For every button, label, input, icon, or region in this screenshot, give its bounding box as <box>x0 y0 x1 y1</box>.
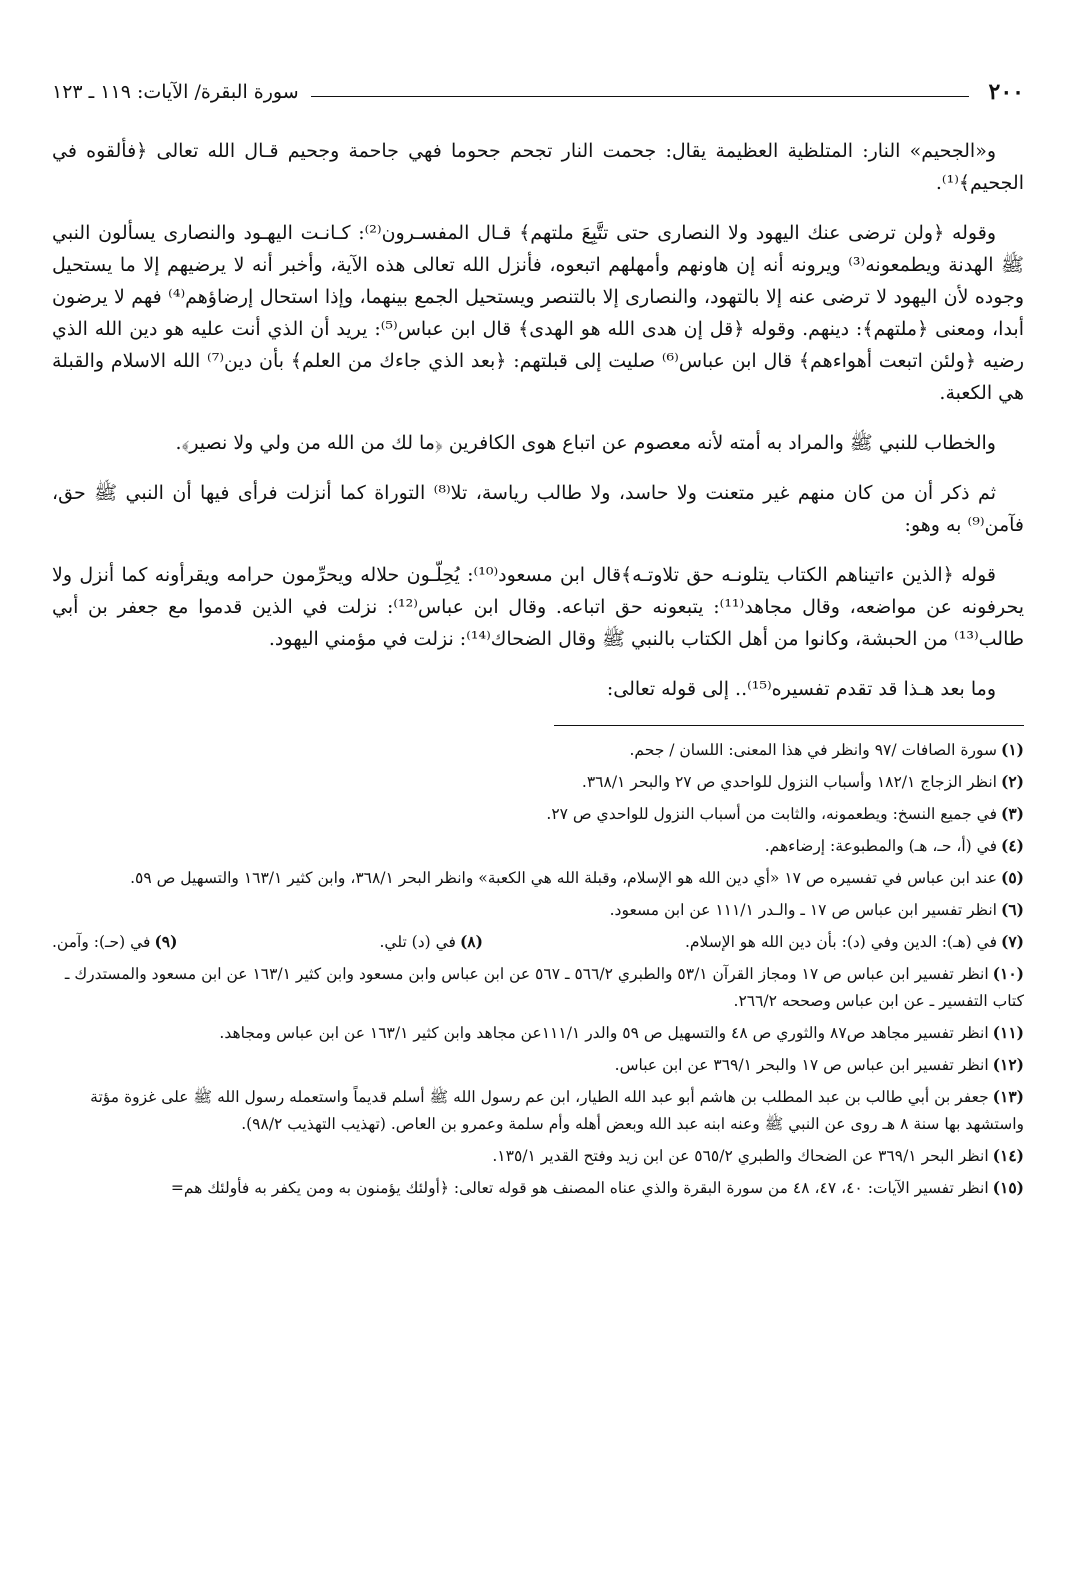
footnote-text: جعفر بن أبي طالب بن عبد المطلب بن هاشم أبو عبد الله الطيار، ابن عم رسول الله ﷺ أسلم قديماً واستعمله رسول الله ﷺ على غزوة مؤتة واستشهد بها سنة ٨ هـ روى عن النبي ﷺ وعنه ابنه عبد الله وبعض أهله وأم سلمة وعمرو بن العاص. (تهذيب التهذيب ٩٨/٢). <box>90 1088 1024 1133</box>
paragraph: و«الجحيم» النار: المتلظية العظيمة يقال: جحمت النار تجحم جحوما فهي جاحمة وجحيم قـال الله تعالى ﴿فألقوه في الجحيم﴾⁽¹⁾. <box>52 140 1024 194</box>
running-title: سورة البقرة/ الآيات: ١١٩ ـ ١٢٣ <box>52 81 299 103</box>
footnote <box>52 736 1024 764</box>
footnote-text: في (أ، حـ، هـ) والمطبوعة: إرضاءهم. <box>764 837 997 855</box>
footnote <box>52 832 1024 860</box>
footnote-text: في (حـ): وآمن. <box>52 933 151 951</box>
footnotes-divider <box>554 725 1024 726</box>
footnote <box>52 960 1024 1015</box>
paragraph: قوله ﴿الذين ءاتيناهم الكتاب يتلونـه حق تلاوتـه﴾قال ابن مسعود⁽¹⁰⁾: يُحِلّـون حلاله ويحرِّمون حرامه ويقرأونه كما أنزل ولا يحرفونه عن مواضعه، وقال مجاهد⁽¹¹⁾: يتبعونه حق اتباعه. وقال ابن عباس⁽¹²⁾: نزلت في الذين قدموا مع جعفر بن أبي طالب⁽¹³⁾ من الحبشة، وكانوا من أهل الكتاب بالنبي ﷺ وقال الضحاك⁽¹⁴⁾: نزلت في مؤمني اليهود. <box>52 564 1025 650</box>
footnote <box>52 928 177 956</box>
footnote <box>379 928 483 956</box>
footnote-number: (٥) <box>1000 868 1024 887</box>
footnote <box>52 1174 1024 1202</box>
footnote <box>52 768 1024 796</box>
footnote-text: انظر الزجاج ١٨٢/١ وأسباب النزول للواحدي ص ٢٧ والبحر ٣٦٨/١. <box>581 773 997 791</box>
footnote-text: انظر تفسير ابن عباس ص ١٧ والبحر ٣٦٩/١ عن ابن عباس. <box>614 1056 989 1074</box>
header-rule <box>311 96 969 97</box>
paragraph: وما بعد هـذا قد تقدم تفسيره⁽¹⁵⁾.. إلى قوله تعالى: <box>606 678 996 700</box>
footnote-number: (١١) <box>992 1023 1024 1042</box>
footnote-number: (٦) <box>1000 900 1024 919</box>
footnote-number: (١٢) <box>992 1055 1024 1074</box>
footnote-text: انظر البحر ٣٦٩/١ عن الضحاك والطبري ٥٦٥/٢ عن ابن زيد وفتح القدير ١٣٥/١. <box>492 1147 989 1165</box>
footnote-number: (١٤) <box>992 1146 1024 1165</box>
footnote <box>52 800 1024 828</box>
footnote-number: (٨) <box>459 932 483 951</box>
book-page <box>52 72 1024 1552</box>
paragraph: وقوله ﴿ولن ترضى عنك اليهود ولا النصارى حتى تتَّبِعَ ملتهم﴾ قـال المفسـرون⁽²⁾: كـانـت اليهـود والنصارى يسألون النبي ﷺ الهدنة ويطمعونه⁽³⁾ ويرونه أنه إن هاونهم وأمهلهم اتبعوه، فأنزل الله تعالى هذه الآية، وأخبر أنه لا يرضيهم إلا ما يستحيل وجوده لأن اليهود لا ترضى عنه إلا بالتهود، والنصارى إلا بالتنصر ويستحيل الجمع بينهما، وإذا استحال إرضاؤهم⁽⁴⁾ فهم لا يرضون أبدا، ومعنى ﴿ملتهم﴾: دينهم. وقوله ﴿قل إن هدى الله هو الهدى﴾ قال ابن عباس⁽⁵⁾: يريد أن الذي أنت عليه هو دين الله الذي رضيه ﴿ولئن اتبعت أهواءهم﴾ قال ابن عباس⁽⁶⁾ صليت إلى قبلتهم: ﴿بعد الذي جاءك من العلم﴾ بأن دين⁽⁷⁾ الله الاسلام والقبلة هي الكعبة. <box>52 222 1024 404</box>
footnote-number: (٤) <box>1000 836 1024 855</box>
footnote-text: انظر تفسير ابن عباس ص ١٧ ومجاز القرآن ٥٣/١ والطبري ٥٦٦/٢ ـ ٥٦٧ عن ابن عباس وابن مسعود وابن كثير ١٦٣/١ عن ابن مسعود والمستدرك ـ كتاب التفسير ـ عن ابن عباس وصححه ٢٦٦/٢. <box>64 965 1024 1010</box>
footnote-text: سورة الصافات /٩٧ وانظر في هذا المعنى: اللسان / جحم. <box>629 741 997 759</box>
paragraph: والخطاب للنبي ﷺ والمراد به أمته لأنه معصوم عن اتباع هوى الكافرين ﴿ما لك من الله من ولي ولا نصير﴾. <box>175 432 996 454</box>
footnote-number: (٢) <box>1000 772 1024 791</box>
footnote-number: (١٠) <box>992 964 1024 983</box>
footnote <box>52 1083 1024 1138</box>
footnote <box>52 1142 1024 1170</box>
footnote <box>52 1051 1024 1079</box>
footnote-number: (١٥) <box>992 1178 1024 1197</box>
footnote-number: (١٣) <box>992 1087 1024 1106</box>
footnote-text: في جميع النسخ: ويطعمونه، والثابت من أسباب النزول للواحدي ص ٢٧. <box>546 805 997 823</box>
footnote-text: في (د) تلي. <box>379 933 456 951</box>
footnote-text: انظر تفسير مجاهد ص٨٧ والثوري ص ٤٨ والتسهيل ص ٥٩ والدر ١١١/١عن مجاهد وابن كثير ١٦٣/١ عن ابن عباس ومجاهد. <box>219 1024 989 1042</box>
footnote-row <box>52 928 1024 956</box>
footnote-number: (١) <box>1000 740 1024 759</box>
footnote <box>52 1019 1024 1047</box>
footnotes <box>52 736 1024 1202</box>
footnote <box>52 864 1024 892</box>
page-number: ٢٠٠ <box>988 79 1024 105</box>
footnote-text: في (هـ): الدين وفي (د): بأن دين الله هو الإسلام. <box>684 933 997 951</box>
footnote-number: (٧) <box>1000 932 1024 951</box>
footnote-number: (٣) <box>1000 804 1024 823</box>
footnote-text: انظر تفسير ابن عباس ص ١٧ ـ والـدر ١١١/١ عن ابن مسعود. <box>609 901 997 919</box>
footnote-number: (٩) <box>154 932 178 951</box>
main-text <box>52 135 1024 705</box>
page-header <box>52 72 1024 113</box>
footnote <box>685 928 1024 956</box>
footnote <box>52 896 1024 924</box>
footnote-text: عند ابن عباس في تفسيره ص ١٧ «أي دين الله هو الإسلام، وقبلة الله هي الكعبة» وانظر البحر ٣٦٨/١، وابن كثير ١٦٣/١ والتسهيل ص ٥٩. <box>130 869 997 887</box>
paragraph: ثم ذكر أن من كان منهم غير متعنت ولا حاسد، ولا طالب رياسة، تلا⁽⁸⁾ التوراة كما أنزلت فرأى فيها أن النبي ﷺ حق، فآمن⁽⁹⁾ به وهو: <box>52 482 1024 536</box>
footnote-text: انظر تفسير الآيات: ٤٠، ٤٧، ٤٨ من سورة البقرة والذي عناه المصنف هو قوله تعالى: ﴿أولئك يؤمنون به ومن يكفر به فأولئك هم= <box>170 1179 989 1197</box>
